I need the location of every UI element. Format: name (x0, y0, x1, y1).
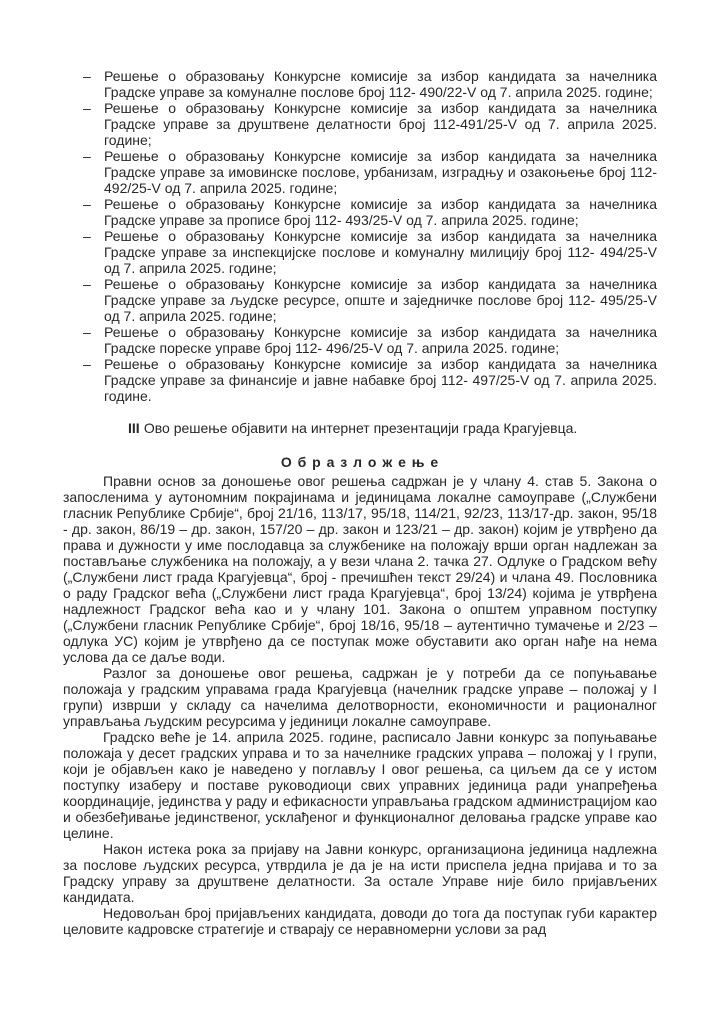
resolution-list-item (63, 356, 657, 404)
bullet-dash-icon: – (83, 148, 91, 164)
resolution-text: Решење о образовању Конкурсне комисије за избор кандидата за начелника Градске управе за прописе број 112- 493/25-V од 7. априла 2025. године; (104, 196, 657, 228)
explanation-heading: О б р а з л о ж е њ е (280, 454, 440, 470)
explanation-paragraph-applications: Након истека рока за пријаву на Јавни конкурс, организациона јединица надлежна за послове људских ресурса, утврдила је да је на исти приспела једна пријава и то за Градску управу за друштвене делатности. За остале Управе није било пријављених кандидата. (63, 841, 657, 905)
bullet-dash-icon: – (83, 356, 91, 372)
explanation-paragraph-legal-basis: Правни основ за доношење овог решења садржан је у члану 4. став 5. Закона о запосленима у аутономним покрајинама и јединицама локалне самоуправе („Службени гласник Републике Србије“, број 21/16, 113/17, 95/18, 114/21, 92/23, 113/17-др. закон, 95/18 - др. закон, 86/19 – др. закон, 157/20 – др. закон и 123/21 – др. закон) којим је утврђено да права и дужности у име послодавца за службенике на положају врши орган надлежан за постављање службеника на положају, а у вези члана 2. тачка 27. Одлуке о Градском већу („Службени лист града Крагујевца“, број - пречишћен текст 29/24) и члана 49. Пословника о раду Градског већа („Службени лист града Крагујевца“, број 13/24) којима је утврђена надлежност Градског већа као и у члану 101. Закона о општем управном поступку („Службени гласник Републике Србије“, број 18/16, 95/18 – аутентично тумачење и 2/23 – одлука УС) којим је утврђено да се поступак може обуставити ако орган нађе на нема услова да се даље води. (63, 473, 657, 665)
explanation-paragraph-reason: Разлог за доношење овог решења, садржан је у потреби да се попуњавање положаја у градским управама града Крагујевца (начелник градске управе – положај у I групи) изврши у складу са начелима делотворности, економичности и рационалног управљања људским ресурсима у јединици локалне самоуправе. (63, 665, 657, 729)
section-iii-clause (63, 420, 657, 436)
bullet-dash-icon: – (83, 324, 91, 340)
resolution-list-item (63, 196, 657, 228)
bullet-dash-icon: – (83, 276, 91, 292)
resolution-list (63, 68, 657, 404)
bullet-dash-icon: – (83, 228, 91, 244)
resolution-text: Решење о образовању Конкурсне комисије за избор кандидата за начелника Градске управе за имовинске послове, урбанизам, изградњу и озакоњење број 112- 492/25-V од 7. априла 2025. године; (104, 148, 657, 196)
section-iii-text: Ово решење објавити на интернет презентацији града Крагујевца. (143, 420, 578, 436)
explanation-paragraph-insufficient-candidates: Недовољан број пријављених кандидата, доводи до тога да поступак губи карактер целовите кадровске стратегије и стварају се неравномерни услови за рад (63, 905, 657, 937)
resolution-list-item (63, 100, 657, 148)
resolution-text: Решење о образовању Конкурсне комисије за избор кандидата за начелника Градске управе за људске ресурсе, опште и заједничке послове број 112- 495/25-V од 7. априла 2025. године; (104, 276, 657, 324)
resolution-list-item (63, 228, 657, 276)
resolution-text: Решење о образовању Конкурсне комисије за избор кандидата за начелника Градске управе за инспекцијске послове и комуналну милицију број 112- 494/25-V од 7. априла 2025. године; (104, 228, 657, 276)
resolution-text: Решење о образовању Конкурсне комисије за избор кандидата за начелника Градске пореске управе број 112- 496/25-V од 7. априла 2025. године; (104, 324, 657, 356)
resolution-list-item (63, 148, 657, 196)
bullet-dash-icon: – (83, 196, 91, 212)
bullet-dash-icon: – (83, 68, 91, 84)
explanation-paragraph-public-competition: Градско веће је 14. априла 2025. године, расписало Јавни конкурс за попуњавање положаја у десет градских управа и то за начелнике градских управа – положај у I групи, који је објављен како је наведено у поглављу I овог решења, са циљем да се у истом поступку изаберу и поставе руководиоци свих управних јединица ради унапређења координације, јединства у раду и ефикасности управљања градском администрацијом као и обезбеђивање јединственог, усклађеног и функционалног деловања градске управе као целине. (63, 729, 657, 841)
resolution-list-item (63, 324, 657, 356)
bullet-dash-icon: – (83, 100, 91, 116)
resolution-list-item (63, 276, 657, 324)
section-iii-numeral: III (128, 420, 140, 436)
resolution-text: Решење о образовању Конкурсне комисије за избор кандидата за начелника Градске управе за комуналне послове број 112- 490/22-V од 7. априла 2025. године; (104, 68, 657, 100)
resolution-text: Решење о образовању Конкурсне комисије за избор кандидата за начелника Градске управе за друштвене делатности број 112-491/25-V од 7. априла 2025. године; (104, 100, 657, 148)
resolution-text: Решење о образовању Конкурсне комисије за избор кандидата за начелника Градске управе за финансије и јавне набавке број 112- 497/25-V од 7. априла 2025. године. (104, 356, 657, 404)
resolution-list-item (63, 68, 657, 100)
